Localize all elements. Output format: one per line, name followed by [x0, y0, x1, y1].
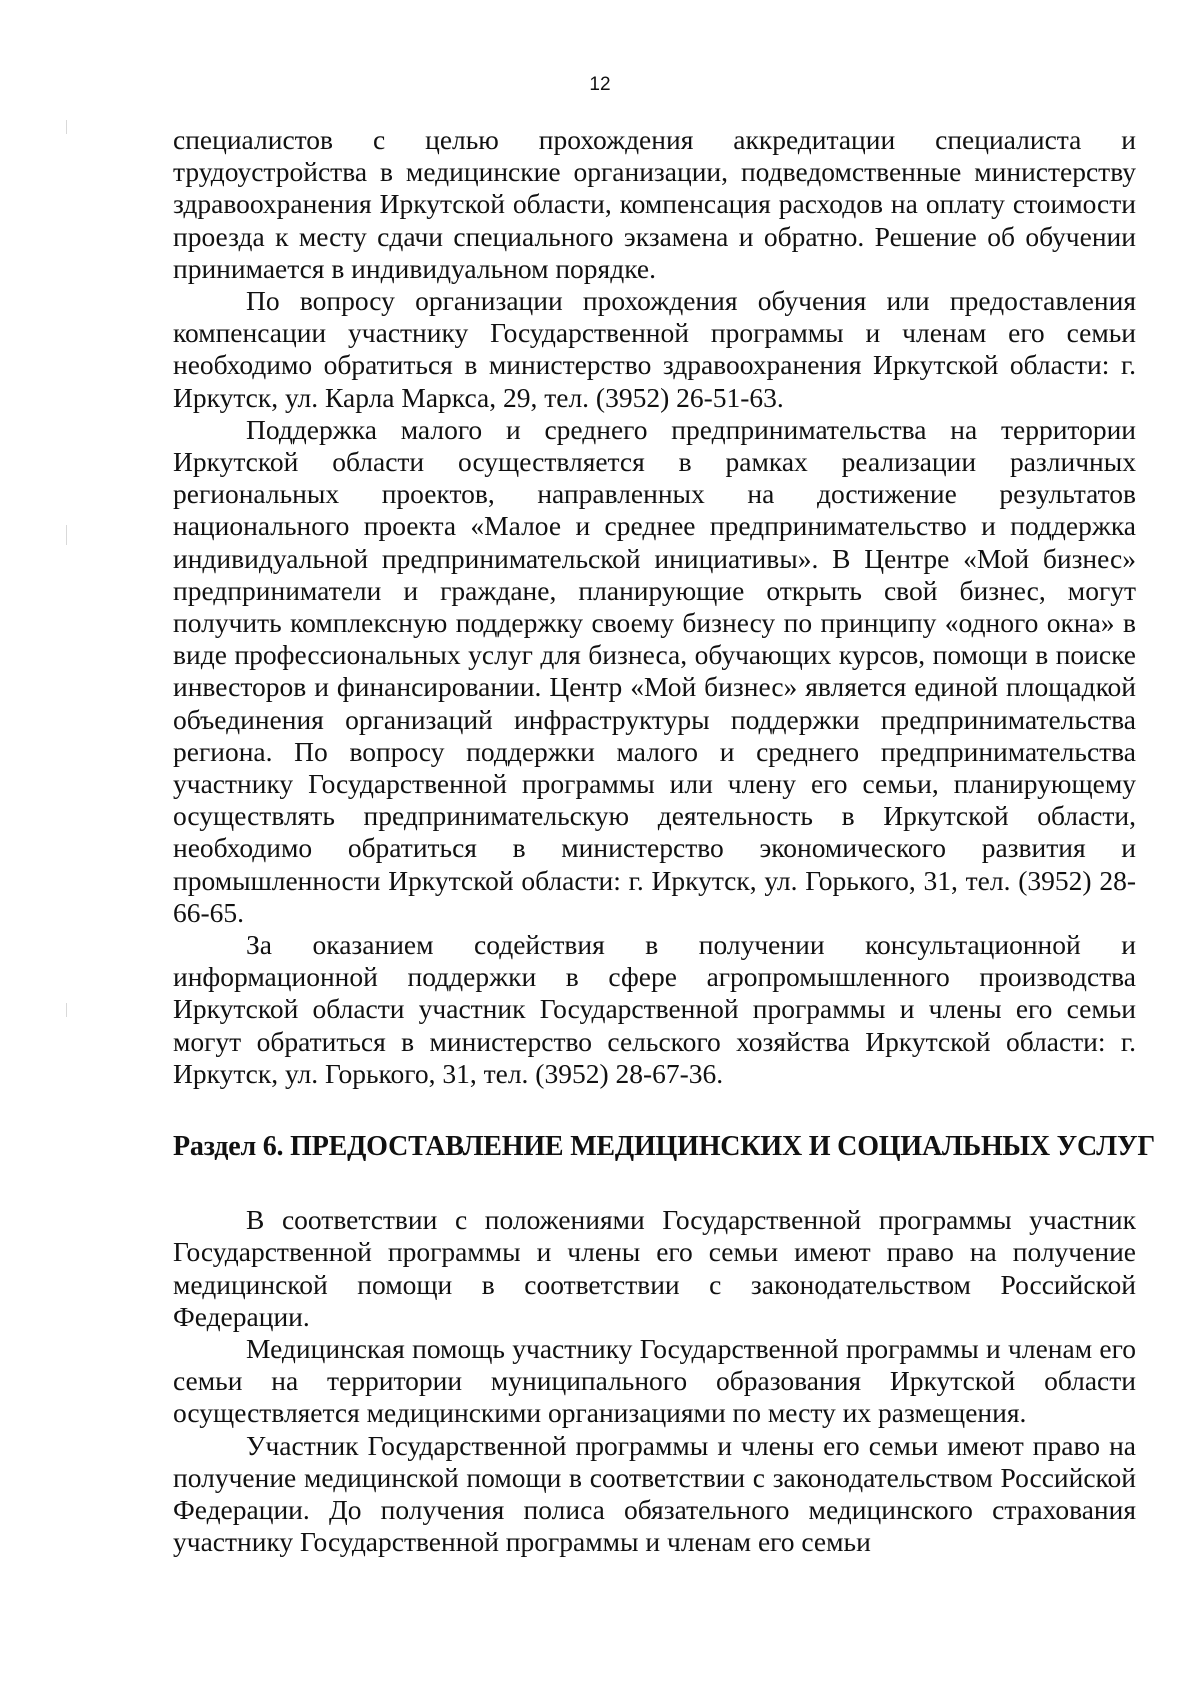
scan-edge-mark [66, 525, 67, 545]
paragraph-agro-support: За оказанием содействия в получении консультационной и информационной поддержки в сфере агропромышленного производства Иркутской области участник Государственной программы и члены его семьи могут обратиться в министерство сельского хозяйства Иркутской области: г. Иркутск, ул. Горького, 31, тел. (3952) 28-67-36. [173, 929, 1136, 1089]
paragraph-continuation: специалистов с целью прохождения аккредитации специалиста и трудоустройства в медицинские организации, подведомственные министерству здравоохранения Иркутской области, компенсация расходов на оплату стоимости проезда к месту сдачи специального экзамена и обратно. Решение об обучении принимается в индивидуальном порядке. [173, 124, 1136, 284]
scan-edge-mark [66, 1003, 67, 1017]
paragraph-medical-insurance: Участник Государственной программы и члены его семьи имеют право на получение медицинской помощи в соответствии с законодательством Российской Федерации. До получения полиса обязательного медицинского страхования участнику Государственной программы и членам его семьи [173, 1429, 1136, 1558]
page-number: 12 [589, 74, 611, 95]
scan-edge-mark [66, 120, 67, 134]
paragraph-medical-care: Медицинская помощь участнику Государственной программы и членам его семьи на территории муниципального образования Иркутской области осуществляется медицинскими организациями по месту их размещения. [173, 1332, 1136, 1429]
paragraph-training-compensation: По вопросу организации прохождения обучения или предоставления компенсации участнику Государственной программы и членам его семьи необходимо обратиться в министерство здравоохранения Иркутской области: г. Иркутск, ул. Карла Маркса, 29, тел. (3952) 26-51-63. [173, 285, 1136, 413]
document-body [173, 124, 1155, 1558]
section-heading: Раздел 6. ПРЕДОСТАВЛЕНИЕ МЕДИЦИНСКИХ И СОЦИАЛЬНЫХ УСЛУГ [173, 1131, 1155, 1163]
paragraph-medical-rights: В соответствии с положениями Государственной программы участник Государственной программы и члены его семьи имеют право на получение медицинской помощи в соответствии с законодательством Российской Федерации. [173, 1204, 1136, 1332]
paragraph-business-support: Поддержка малого и среднего предпринимательства на территории Иркутской области осуществляется в рамках реализации различных региональных проектов, направленных на достижение результатов национального проекта «Малое и среднее предпринимательство и поддержка индивидуальной предпринимательской инициативы». В Центре «Мой бизнес» предприниматели и граждане, планирующие открыть свой бизнес, могут получить комплексную поддержку своему бизнесу по принципу «одного окна» в виде профессиональных услуг для бизнеса, обучающих курсов, помощи в поиске инвесторов и финансировании. Центр «Мой бизнес» является единой площадкой объединения организаций инфраструктуры поддержки предпринимательства региона. По вопросу поддержки малого и среднего предпринимательства участнику Государственной программы или члену его семьи, планирующему осуществлять предпринимательскую деятельность в Иркутской области, необходимо обратиться в министерство экономического развития и промышленности Иркутской области: г. Иркутск, ул. Горького, 31, тел. (3952) 28-66-65. [173, 413, 1136, 928]
